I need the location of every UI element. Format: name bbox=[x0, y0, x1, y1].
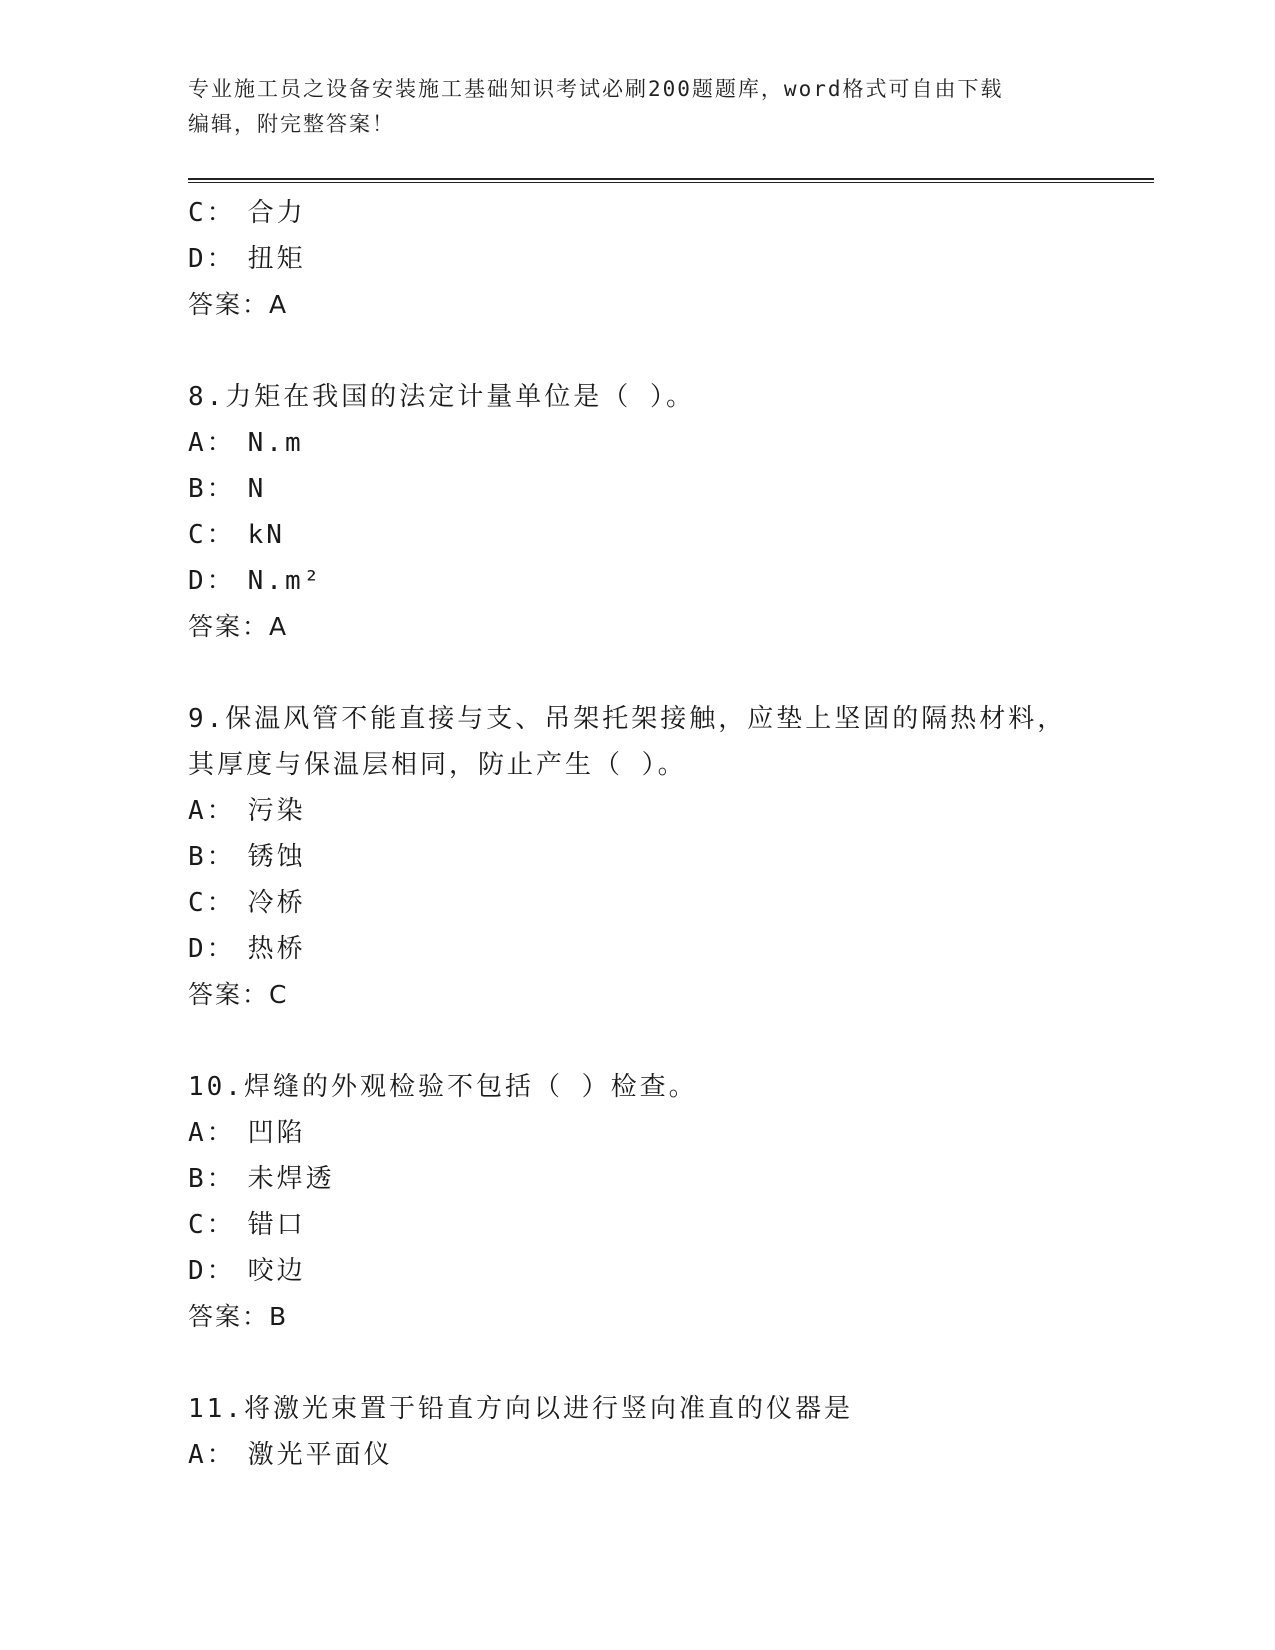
option-text: N.m bbox=[247, 428, 304, 458]
answer-line: 答案：C bbox=[188, 980, 289, 1009]
option-b bbox=[188, 466, 1128, 512]
option-d bbox=[188, 236, 1128, 282]
question-10 bbox=[188, 1064, 1128, 1340]
question-text: 8.力矩在我国的法定计量单位是（ ）。 bbox=[188, 382, 695, 412]
question-content bbox=[188, 190, 1128, 1478]
question-text: 11.将激光束置于铅直方向以进行竖向准直的仪器是 bbox=[188, 1394, 853, 1424]
option-key: C： bbox=[188, 520, 236, 550]
option-text: 扭矩 bbox=[247, 244, 306, 274]
option-text: 锈蚀 bbox=[247, 842, 306, 872]
option-key: D： bbox=[188, 566, 236, 596]
option-key: D： bbox=[188, 934, 236, 964]
answer-line: 答案：A bbox=[188, 612, 289, 641]
header-divider bbox=[188, 178, 1154, 183]
option-text: kN bbox=[247, 520, 285, 550]
option-c bbox=[188, 880, 1128, 926]
option-key: C： bbox=[188, 888, 236, 918]
document-header bbox=[188, 72, 1088, 142]
spacer bbox=[188, 1018, 1128, 1064]
option-d bbox=[188, 558, 1128, 604]
option-a bbox=[188, 420, 1128, 466]
option-key: C： bbox=[188, 198, 236, 228]
option-key: B： bbox=[188, 474, 236, 504]
option-key: D： bbox=[188, 1256, 236, 1286]
option-key: C： bbox=[188, 1210, 236, 1240]
option-text: 错口 bbox=[247, 1210, 306, 1240]
spacer bbox=[188, 650, 1128, 696]
option-b bbox=[188, 1156, 1128, 1202]
option-c bbox=[188, 1202, 1128, 1248]
option-text: N.m² bbox=[247, 566, 323, 596]
header-title-line-1: 专业施工员之设备安装施工基础知识考试必刷200题题库，word格式可自由下载 bbox=[188, 77, 1004, 101]
spacer bbox=[188, 1340, 1128, 1386]
option-key: A： bbox=[188, 1440, 236, 1470]
answer-line: 答案：A bbox=[188, 290, 289, 319]
question-text-continued: 其厚度与保温层相同，防止产生（ ）。 bbox=[188, 750, 687, 780]
option-a bbox=[188, 1432, 1128, 1478]
option-text: 合力 bbox=[247, 198, 306, 228]
option-key: A： bbox=[188, 1118, 236, 1148]
answer-line: 答案：B bbox=[188, 1302, 289, 1331]
option-text: 激光平面仪 bbox=[247, 1440, 393, 1470]
spacer bbox=[188, 328, 1128, 374]
option-key: B： bbox=[188, 1164, 236, 1194]
question-11 bbox=[188, 1386, 1128, 1478]
option-text: 凹陷 bbox=[247, 1118, 306, 1148]
option-c bbox=[188, 512, 1128, 558]
option-d bbox=[188, 1248, 1128, 1294]
question-text: 10.焊缝的外观检验不包括（ ）检查。 bbox=[188, 1072, 698, 1102]
option-text: 污染 bbox=[247, 796, 306, 826]
option-key: A： bbox=[188, 428, 236, 458]
question-8 bbox=[188, 374, 1128, 650]
option-key: A： bbox=[188, 796, 236, 826]
option-d bbox=[188, 926, 1128, 972]
option-c bbox=[188, 190, 1128, 236]
option-text: 冷桥 bbox=[247, 888, 306, 918]
option-key: D： bbox=[188, 244, 236, 274]
carryover-block bbox=[188, 190, 1128, 328]
question-9 bbox=[188, 696, 1128, 1018]
question-text: 9.保温风管不能直接与支、吊架托架接触，应垫上坚固的隔热材料， bbox=[188, 704, 1067, 734]
option-a bbox=[188, 788, 1128, 834]
option-text: 未焊透 bbox=[247, 1164, 335, 1194]
option-text: N bbox=[247, 474, 267, 504]
option-text: 咬边 bbox=[247, 1256, 306, 1286]
option-text: 热桥 bbox=[247, 934, 306, 964]
option-b bbox=[188, 834, 1128, 880]
option-a bbox=[188, 1110, 1128, 1156]
header-title-line-2: 编辑，附完整答案！ bbox=[188, 112, 395, 136]
option-key: B： bbox=[188, 842, 236, 872]
